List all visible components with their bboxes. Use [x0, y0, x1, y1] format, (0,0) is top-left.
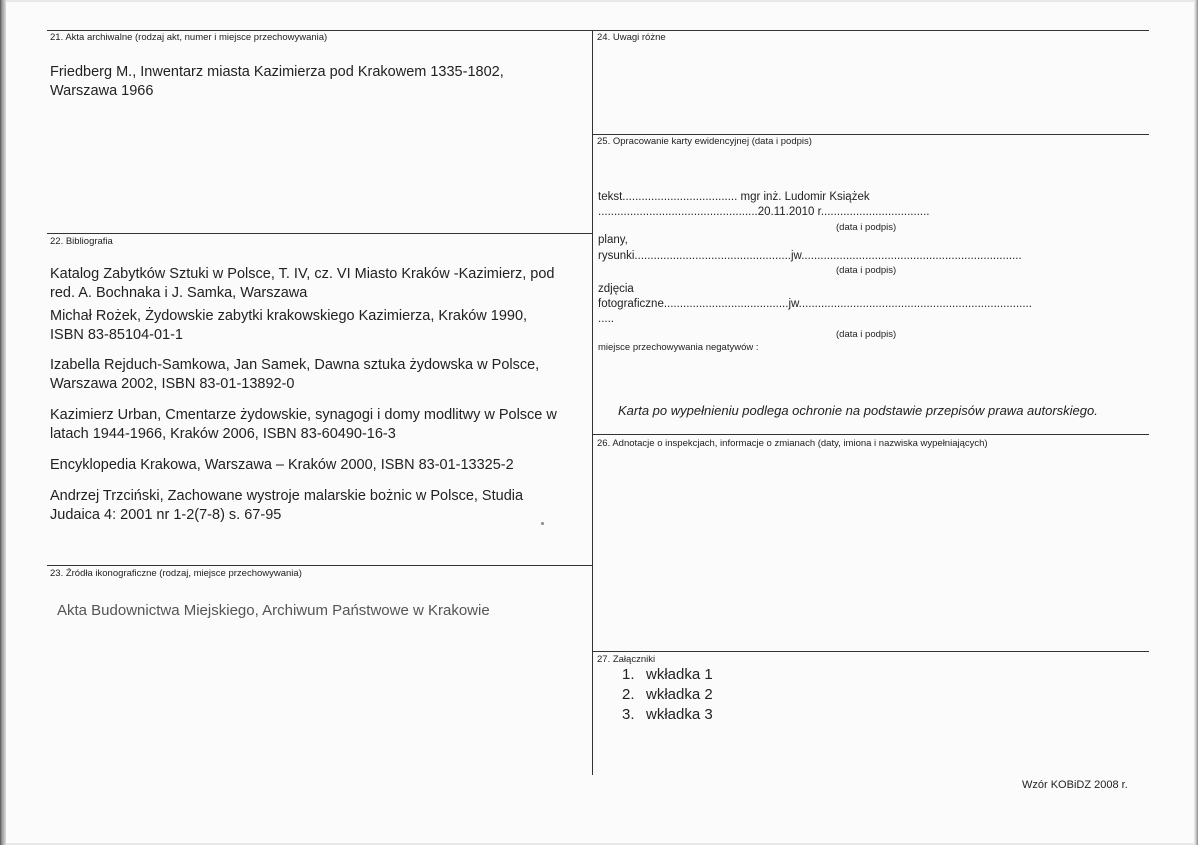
bibliography-line: Judaica 4: 2001 nr 1-2(7-8) s. 67-95	[50, 507, 282, 523]
archival-line: Warszawa 1966	[50, 83, 154, 99]
attachments-list	[622, 665, 713, 725]
bibliography-line: latach 1944-1966, Kraków 2006, ISBN 83-60490-16-3	[50, 426, 396, 442]
bibliography-line: Kazimierz Urban, Cmentarze żydowskie, synagogi i domy modlitwy w Polsce w	[50, 407, 557, 423]
bibliography-entry	[50, 356, 539, 394]
text-author-row: tekst.................................... mgr inż. Ludomir Książek	[598, 191, 870, 203]
scan-edge-left	[0, 0, 6, 845]
date-signature-caption: (data i podpis)	[836, 329, 897, 340]
section-25-label: 25. Opracowanie karty ewidencyjnej (data i podpis)	[597, 136, 812, 147]
fotograficzne-row: fotograficzne.......................................jw.........................................................................	[598, 298, 1032, 310]
bibliography-line: Warszawa 2002, ISBN 83-01-13892-0	[50, 376, 295, 392]
section-22-label: 22. Bibliografia	[50, 236, 113, 247]
bibliography-line: ISBN 83-85104-01-1	[50, 327, 183, 343]
bibliography-line: Andrzej Trzciński, Zachowane wystroje malarskie bożnic w Polsce, Studia	[50, 488, 524, 504]
section-26-label: 26. Adnotacje o inspekcjach, informacje o zmianach (daty, imiona i nazwiska wypełniających)	[597, 438, 988, 449]
bibliography-line: Michał Rożek, Żydowskie zabytki krakowskiego Kazimierza, Kraków 1990,	[50, 308, 528, 324]
copyright-notice: Karta po wypełnieniu podlega ochronie na podstawie przepisów prawa autorskiego.	[618, 403, 1098, 418]
top-rule	[47, 30, 1149, 31]
rule-22	[47, 233, 592, 234]
bibliography-line: Izabella Rejduch-Samkowa, Jan Samek, Dawna sztuka żydowska w Polsce,	[50, 357, 540, 373]
column-divider	[592, 30, 593, 775]
section-23-label: 23. Źródła ikonograficzne (rodzaj, miejsce przechowywania)	[50, 568, 302, 579]
section-21-label: 21. Akta archiwalne (rodzaj akt, numer i miejsce przechowywania)	[50, 32, 328, 43]
attachment-item: 2. wkładka 2	[622, 686, 713, 703]
archival-line: Friedberg M., Inwentarz miasta Kazimierza pod Krakowem 1335-1802,	[50, 64, 504, 80]
scan-speck	[541, 522, 544, 525]
attachment-item: 1. wkładka 1	[622, 666, 713, 683]
bibliography-entry	[50, 456, 514, 475]
section-27-label: 27. Załączniki	[597, 654, 656, 665]
section-24-label: 24. Uwagi różne	[597, 32, 666, 43]
bibliography-line: Encyklopedia Krakowa, Warszawa – Kraków 2000, ISBN 83-01-13325-2	[50, 457, 514, 473]
rule-27	[592, 651, 1149, 652]
bibliography-line: red. A. Bochnaka i J. Samka, Warszawa	[50, 285, 308, 301]
zdjecia-label: zdjęcia	[598, 283, 634, 295]
plany-label: plany,	[598, 234, 628, 246]
rule-23	[47, 565, 592, 566]
negatives-location-label: miejsce przechowywania negatywów :	[598, 342, 759, 353]
rysunki-row: rysunki.................................................jw.....................................................................	[598, 250, 1022, 262]
attachment-item: 3. wkładka 3	[622, 706, 713, 723]
bibliography-entry	[50, 265, 554, 303]
date-row: ..................................................20.11.2010 r..................................	[598, 206, 930, 218]
bibliography-entry	[50, 406, 557, 444]
rule-25	[592, 134, 1149, 135]
bibliography-line: Katalog Zabytków Sztuki w Polsce, T. IV, cz. VI Miasto Kraków -Kazimierz, pod	[50, 266, 555, 282]
date-signature-caption: (data i podpis)	[836, 222, 897, 233]
iconographic-text: Akta Budownictwa Miejskiego, Archiwum Państwowe w Krakowie	[57, 602, 490, 619]
scan-edge-right	[1194, 0, 1198, 845]
rule-26	[592, 434, 1149, 435]
bibliography-entry	[50, 487, 523, 525]
dots-row: .....	[598, 313, 614, 325]
bibliography-entry	[50, 307, 527, 345]
template-footer: Wzór KOBiDZ 2008 r.	[1022, 779, 1128, 791]
date-signature-caption: (data i podpis)	[836, 265, 897, 276]
archival-text	[50, 63, 504, 101]
